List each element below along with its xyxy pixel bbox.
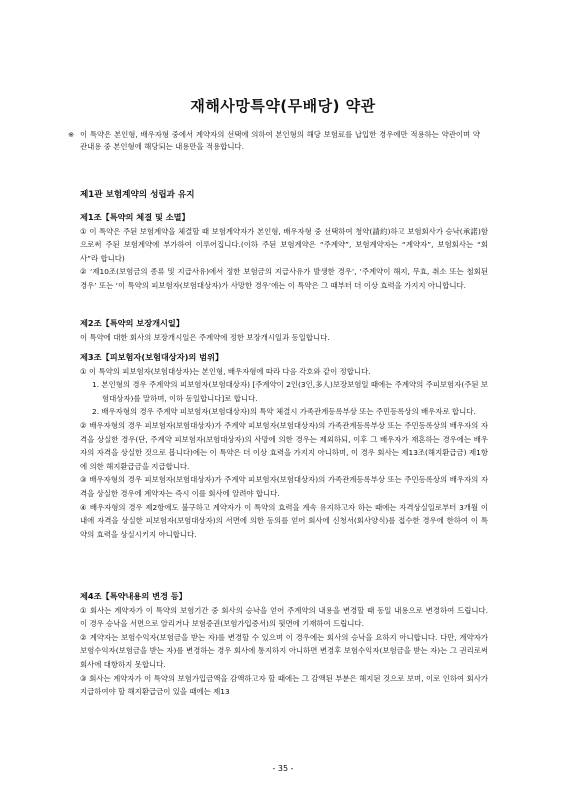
article-1-para-1: ① 이 특약은 주된 보험계약을 체결할 때 보험계약자가 본인형, 배우자형 중 선택하여 청약(請約)하고 보험회사가 승낙(承諾)함으로써 주된 보험계약에 부가하여 이루어집니다.(이하 주된 보험계약은 “주계약”, 보험계약자는 “계약자”, 보험회사는 “회사”라 합니다) <box>80 226 488 263</box>
article-2-heading: 제2조【특약의 보장개시일】 <box>80 318 185 328</box>
intro-note <box>68 129 480 153</box>
chapter-heading: 제1관 보험계약의 성립과 유지 <box>80 190 195 200</box>
article-1-para-2: ② ‘제10조(보험금의 종류 및 지급사유)에서 정한 보험금의 지급사유가 발생한 경우’, ‘주계약이 해지, 무효, 취소 또는 철회된 경우’ 또는 ‘이 특약의 피보험자(보험대상자)가 사망한 경우’에는 이 특약은 그 때부터 더 이상 효력을 가지지 아니합니다. <box>80 267 488 290</box>
article-2 <box>80 317 488 344</box>
article-3-para-1: ① 이 특약의 피보험자(보험대상자)는 본인형, 배우자형에 따라 다음 각호와 같이 정합니다. <box>80 366 371 376</box>
document-title: 재해사망특약(무배당) 약관 <box>190 97 376 115</box>
article-1 <box>80 211 488 293</box>
article-3-item-2: 2. 배우자형의 경우 주계약 피보험자(보험대상자)의 특약 체결시 가족관계등록부상 또는 주민등록상의 배우자로 합니다. <box>92 407 476 417</box>
article-4 <box>80 590 488 699</box>
article-3-para-4: ④ 배우자형의 경우 제2항에도 불구하고 계약자가 이 특약의 효력을 계속 유지하고자 하는 때에는 자격상실일로부터 3개월 이내에 자격을 상실한 피보험자(보험대상자)의 서면에 의한 동의를 얻어 회사에 신청서(회사양식)를 접수한 경우에 한하여 이 특약의 효력을 상실시키지 아니합니다. <box>80 502 488 539</box>
article-3-para-3: ③ 배우자형의 경우 피보험자(보험대상자)가 주계약 피보험자(보험대상자)의 가족관계등록부상 또는 주민등록상의 배우자의 자격을 상실한 경우에 계약자는 즉시 이를 회사에 알려야 합니다. <box>80 475 488 498</box>
article-3 <box>80 351 488 541</box>
note-mark: ※ <box>68 130 75 139</box>
article-3-item-1: 1. 본인형의 경우 주계약의 피보험자(보험대상자) [주계약이 2인(3인,多人)보장보험일 때에는 주계약의 주피보험자(주된 보험대상자)를 말하며, 이하 동일합니다]로 합니다. <box>92 380 488 403</box>
article-4-heading: 제4조【특약내용의 변경 등】 <box>80 591 187 601</box>
note-text: 이 특약은 본인형, 배우자형 중에서 계약자의 선택에 의하여 본인형의 해당 보험료를 납입한 경우에만 적용하는 약관이며 약관내용 중 본인형에 해당되는 내용만을 적용합니다. <box>80 130 480 151</box>
article-4-para-2: ② 계약자는 보험수익자(보험금을 받는 자)를 변경할 수 있으며 이 경우에는 회사의 승낙을 요하지 아니합니다. 다만, 계약자가 보험수익자(보험금을 받는 자)를 변경하는 경우 회사에 통지하지 아니하면 변경후 보험수익자(보험금을 받는 자)는 그 권리로써 회사에 대항하지 못합니다. <box>80 632 488 669</box>
page-number: - 35 - <box>272 764 294 773</box>
article-4-para-3: ③ 회사는 계약자가 이 특약의 보험가입금액을 감액하고자 할 때에는 그 감액된 부분은 해지된 것으로 보며, 이로 인하여 회사가 지급하여야 할 해지환급금이 있을 때에는 제13 <box>80 673 488 697</box>
article-2-para-1: 이 특약에 대한 회사의 보장개시일은 주계약에 정한 보장개시일과 동일합니다. <box>80 332 330 342</box>
article-1-heading: 제1조【특약의 체결 및 소멸】 <box>80 212 190 222</box>
article-4-para-1: ① 회사는 계약자가 이 특약의 보험기간 중 회사의 승낙을 얻어 주계약의 내용을 변경할 때 동일 내용으로 변경하여 드립니다. 이 경우 승낙을 서면으로 알리거나 보험증권(보험가입증서)의 뒷면에 기재하여 드립니다. <box>80 605 488 629</box>
article-3-heading: 제3조【피보험자(보험대상자)의 범위】 <box>80 352 224 362</box>
article-3-para-2: ② 배우자형의 경우 피보험자(보험대상자)가 주계약 피보험자(보험대상자)의 가족관계등록부상 또는 주민등록상의 배우자의 자격을 상실한 경우(단, 주계약 피보험자(보험대상자)의 사망에 의한 경우는 제외하되, 이후 그 배우자가 재혼하는 경우에는 배우자의 자격을 상실한 것으로 봅니다)에는 이 특약은 더 이상 효력을 가지지 아니하며, 이 경우 회사는 제13조(해지환급금) 제1항에 의한 해지환급금을 지급합니다. <box>80 420 488 471</box>
